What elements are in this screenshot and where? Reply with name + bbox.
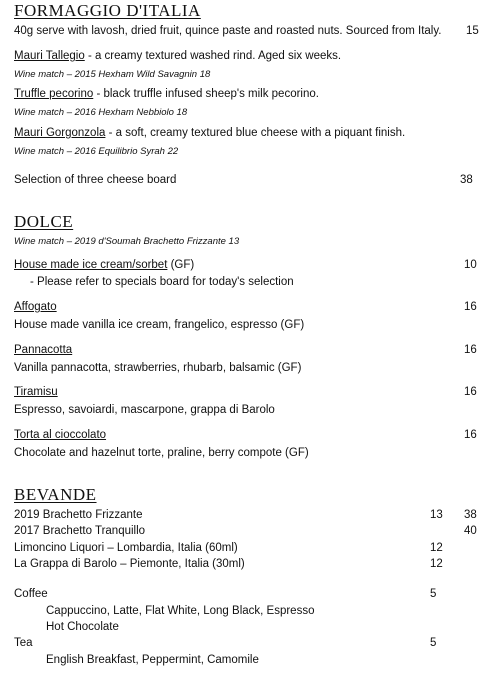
dessert-item-name: Tiramisu [14,386,58,398]
formaggio-intro: 40g serve with lavosh, dried fruit, quince paste and roasted nuts. Sourced from Italy. [14,25,442,37]
drink-glass-price: 12 [430,558,443,570]
drink-label: 2019 Brachetto Frizzante [14,509,143,521]
dessert-item-price: 16 [464,429,477,441]
dessert-item-name: Affogato [14,301,57,313]
cheese-item [14,127,405,139]
dessert-item-desc: Vanilla pannacotta, strawberries, rhubarb, balsamic (GF) [14,362,302,374]
formaggio-intro-price: 15 [466,25,479,37]
bevande-heading: BEVANDE [14,485,97,504]
dessert-item-desc: - Please refer to specials board for today's selection [30,276,294,288]
dessert-item-desc: Espresso, savoiardi, mascarpone, grappa di Barolo [14,404,275,416]
drink-label: La Grappa di Barolo – Piemonte, Italia (30ml) [14,558,245,570]
cheese-item-name: Mauri Gorgonzola [14,127,106,139]
dessert-item-name: Torta al cioccolato [14,429,107,441]
coffee-options: Cappuccino, Latte, Flat White, Long Black, Espresso [46,605,315,617]
drink-label: Limoncino Liquori – Lombardia, Italia (60ml) [14,542,238,554]
cheese-item-name: Truffle pecorino [14,88,94,100]
dessert-item [14,259,194,271]
cheese-wine-match: Wine match – 2016 Equilibrio Syrah 22 [14,146,179,157]
cheese-wine-match: Wine match – 2015 Hexham Wild Savagnin 18 [14,69,211,80]
dessert-item-desc: Chocolate and hazelnut torte, praline, berry compote (GF) [14,447,309,459]
cheese-wine-match: Wine match – 2016 Hexham Nebbiolo 18 [14,107,188,118]
cheese-item [14,50,341,62]
dessert-item-name: Pannacotta [14,344,73,356]
tea-price: 5 [430,637,437,649]
cheese-item-desc: - a creamy textured washed rind. Aged six weeks. [84,50,342,62]
dessert-item-price: 16 [464,301,477,313]
dessert-item-suffix: (GF) [167,259,195,271]
coffee-price: 5 [430,588,437,600]
dessert-item-price: 16 [464,344,477,356]
coffee-label: Coffee [14,588,48,600]
dessert-item-price: 10 [464,259,477,271]
cheese-item-name: Mauri Tallegio [14,50,85,62]
drink-glass-price: 13 [430,509,443,521]
dessert-item-name: House made ice cream/sorbet [14,259,168,271]
dolce-heading: DOLCE [14,212,74,231]
dessert-item-desc: House made vanilla ice cream, frangelico, espresso (GF) [14,319,305,331]
tea-options: English Breakfast, Peppermint, Camomile [46,654,259,666]
cheese-board-label: Selection of three cheese board [14,174,177,186]
drink-glass-price: 12 [430,542,443,554]
drink-bottle-price: 40 [464,525,477,537]
dessert-item-price: 16 [464,386,477,398]
cheese-item-desc: - a soft, creamy textured blue cheese with a piquant finish. [105,127,406,139]
cheese-item [14,88,319,100]
cheese-item-desc: - black truffle infused sheep's milk pecorino. [93,88,319,100]
drink-label: 2017 Brachetto Tranquillo [14,525,146,537]
formaggio-heading: FORMAGGIO D'ITALIA [14,1,201,20]
dolce-wine-match: Wine match – 2019 d'Soumah Brachetto Frizzante 13 [14,236,240,247]
cheese-board-price: 38 [460,174,473,186]
drink-bottle-price: 38 [464,509,477,521]
tea-label: Tea [14,637,33,649]
coffee-options: Hot Chocolate [46,621,119,633]
